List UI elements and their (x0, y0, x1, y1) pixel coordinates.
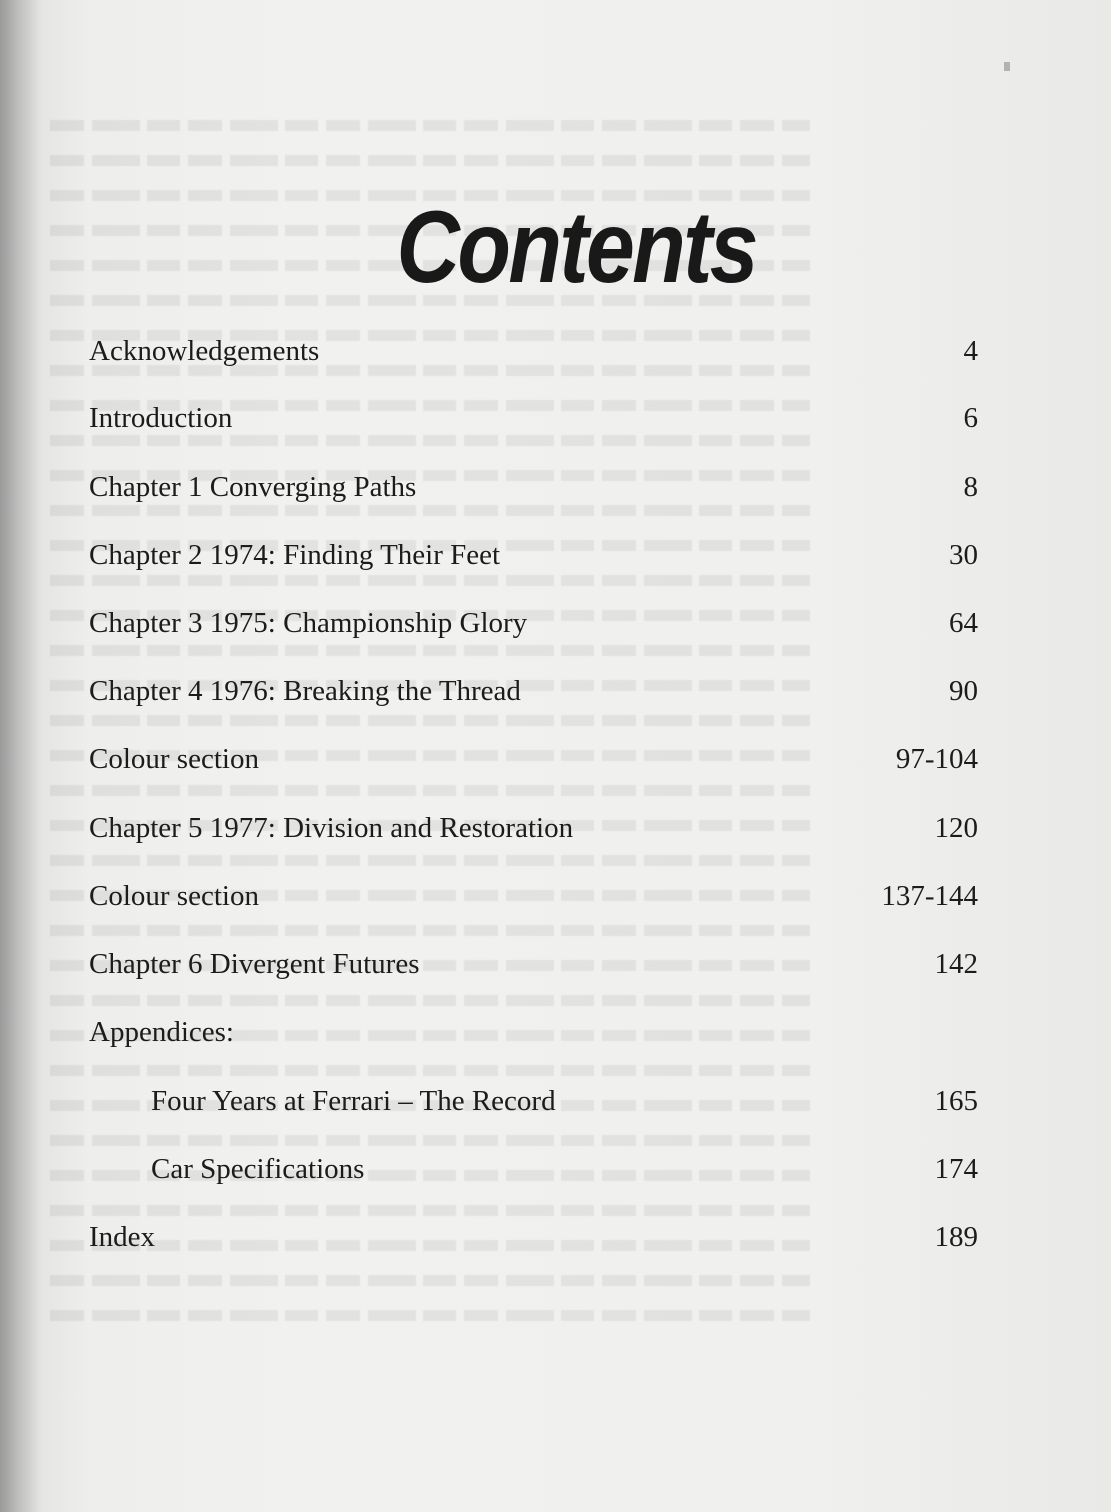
toc-entry-page: 8 (963, 471, 978, 503)
toc-entry-chapter-6 (0, 944, 1111, 984)
toc-entry-page: 6 (963, 402, 978, 434)
toc-entry-appendix-record (0, 1081, 1111, 1121)
toc-entry-introduction (0, 398, 1111, 438)
toc-entry-chapter-2 (0, 535, 1111, 575)
toc-entry-page: 90 (949, 675, 978, 707)
toc-entry-label: Acknowledgements (89, 335, 320, 367)
toc-entry-label: Chapter 5 1977: Division and Restoration (89, 812, 574, 844)
toc-entry-page: 165 (934, 1085, 978, 1117)
toc-entry-label: Chapter 4 1976: Breaking the Thread (89, 675, 521, 707)
toc-entry-label: Colour section (89, 743, 259, 775)
toc-entry-label: Car Specifications (151, 1153, 365, 1185)
toc-entry-page: 64 (949, 607, 978, 639)
toc-entry-page: 120 (934, 812, 978, 844)
toc-entry-chapter-5 (0, 808, 1111, 848)
toc-entry-colour-section-1 (0, 739, 1111, 779)
toc-entry-chapter-3 (0, 603, 1111, 643)
toc-entry-label: Chapter 6 Divergent Futures (89, 948, 420, 980)
toc-entry-colour-section-2 (0, 876, 1111, 916)
toc-entry-page: 30 (949, 539, 978, 571)
toc-entry-page: 189 (934, 1221, 978, 1253)
toc-entry-chapter-4 (0, 671, 1111, 711)
toc-entry-appendix-car-specifications (0, 1149, 1111, 1189)
toc-entry-label: Chapter 1 Converging Paths (89, 471, 417, 503)
toc-entry-label: Index (89, 1221, 156, 1253)
toc-entry-appendices (0, 1012, 1111, 1052)
toc-entry-page: 174 (934, 1153, 978, 1185)
toc-entry-page: 137-144 (881, 880, 978, 912)
toc-entry-label: Chapter 2 1974: Finding Their Feet (89, 539, 501, 571)
toc-entry-label: Four Years at Ferrari – The Record (151, 1085, 556, 1117)
toc-entry-page: 4 (963, 335, 978, 367)
toc-entry-label: Chapter 3 1975: Championship Glory (89, 607, 528, 639)
toc-entry-label: Appendices: (89, 1016, 234, 1048)
toc-entry-label: Introduction (89, 402, 233, 434)
toc-entry-chapter-1 (0, 467, 1111, 507)
toc-entry-index (0, 1217, 1111, 1257)
page-title: Contents (396, 190, 756, 305)
toc-entry-page: 97-104 (895, 743, 978, 775)
toc-entry-page: 142 (934, 948, 978, 980)
toc-entry-acknowledgements (0, 331, 1111, 371)
toc-entry-label: Colour section (89, 880, 259, 912)
